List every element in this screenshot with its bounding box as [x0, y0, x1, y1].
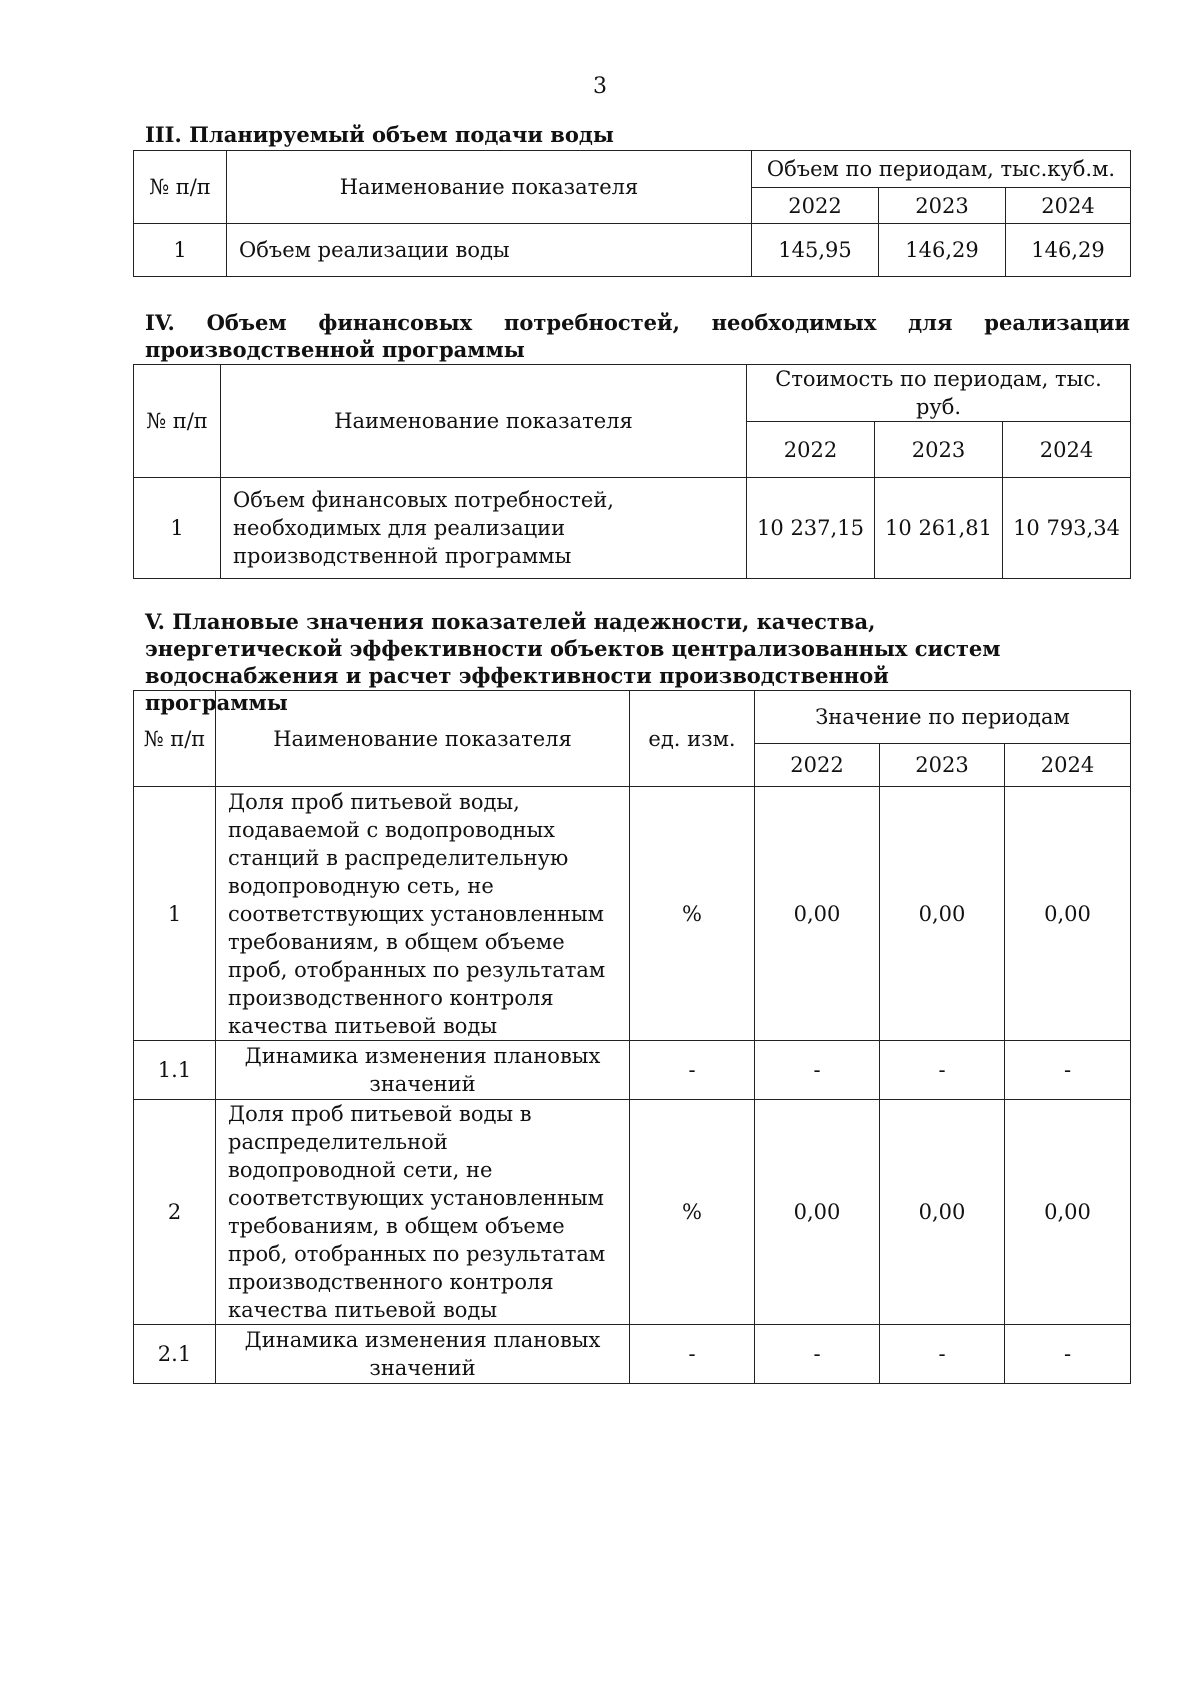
page-number: 3: [593, 74, 607, 99]
row-value: 0,00: [755, 1100, 880, 1325]
header-name: Наименование показателя: [216, 691, 630, 787]
row-name: Динамика изменения плановых значений: [216, 1325, 630, 1384]
performance-indicators-table: [133, 690, 1131, 1384]
header-num: № п/п: [134, 365, 221, 478]
row-unit: %: [630, 787, 755, 1041]
row-value: 145,95: [752, 224, 879, 277]
header-year: 2024: [1006, 188, 1131, 224]
table-row: [134, 787, 1131, 1041]
row-unit: %: [630, 1100, 755, 1325]
row-value: 0,00: [1005, 1100, 1131, 1325]
financial-needs-table: [133, 364, 1131, 579]
section-5-title: V. Плановые значения показателей надежности, качества, энергетической эффективности объектов централизованных систем водоснабжения и расчет эффективности производственной программы: [145, 609, 1001, 715]
row-value: 10 261,81: [875, 478, 1003, 579]
header-name: Наименование показателя: [221, 365, 747, 478]
row-num: 2: [134, 1100, 216, 1325]
row-num: 1: [134, 787, 216, 1041]
header-year: 2023: [879, 188, 1006, 224]
water-volume-table: [133, 150, 1131, 277]
section-4-title: IV. Объем финансовых потребностей, необходимых для реализации производственной программы: [145, 310, 1130, 362]
table-row: [134, 478, 1131, 579]
header-year: 2022: [752, 188, 879, 224]
row-name: Доля проб питьевой воды, подаваемой с водопроводных станций в распределительную водопроводную сеть, не соответствующих установленным требованиям, в общем объеме проб, отобранных по результатам производственного контроля качества питьевой воды: [216, 787, 630, 1041]
row-unit: -: [630, 1325, 755, 1384]
row-num: 2.1: [134, 1325, 216, 1384]
table-row: [134, 1041, 1131, 1100]
row-name: Объем финансовых потребностей, необходимых для реализации производственной программы: [221, 478, 747, 579]
row-value: -: [1005, 1041, 1131, 1100]
row-value: 0,00: [880, 787, 1005, 1041]
table-row: [134, 224, 1131, 277]
header-unit: ед. изм.: [630, 691, 755, 787]
row-value: -: [880, 1325, 1005, 1384]
header-period-group: Объем по периодам, тыс.куб.м.: [752, 151, 1131, 188]
row-value: 0,00: [1005, 787, 1131, 1041]
table-row: [134, 1325, 1131, 1384]
header-year: 2022: [755, 744, 880, 787]
row-name: Доля проб питьевой воды в распределительной водопроводной сети, не соответствующих установленным требованиям, в общем объеме проб, отобранных по результатам производственного контроля качества питьевой воды: [216, 1100, 630, 1325]
row-value: 146,29: [1006, 224, 1131, 277]
header-period-group: Значение по периодам: [755, 691, 1131, 744]
row-value: 10 793,34: [1003, 478, 1131, 579]
header-year: 2023: [875, 422, 1003, 478]
table-row: [134, 1100, 1131, 1325]
row-value: 0,00: [880, 1100, 1005, 1325]
row-num: 1.1: [134, 1041, 216, 1100]
row-value: -: [755, 1325, 880, 1384]
row-value: -: [880, 1041, 1005, 1100]
row-value: -: [1005, 1325, 1131, 1384]
row-value: 10 237,15: [747, 478, 875, 579]
row-value: -: [755, 1041, 880, 1100]
header-num: № п/п: [134, 691, 216, 787]
row-value: 146,29: [879, 224, 1006, 277]
row-name: Динамика изменения плановых значений: [216, 1041, 630, 1100]
header-period-group: Стоимость по периодам, тыс. руб.: [747, 365, 1131, 422]
header-year: 2024: [1003, 422, 1131, 478]
row-name: Объем реализации воды: [227, 224, 752, 277]
header-year: 2022: [747, 422, 875, 478]
header-year: 2024: [1005, 744, 1131, 787]
row-num: 1: [134, 224, 227, 277]
row-value: 0,00: [755, 787, 880, 1041]
row-num: 1: [134, 478, 221, 579]
header-name: Наименование показателя: [227, 151, 752, 224]
section-3-title: III. Планируемый объем подачи воды: [145, 122, 614, 147]
row-unit: -: [630, 1041, 755, 1100]
header-num: № п/п: [134, 151, 227, 224]
header-year: 2023: [880, 744, 1005, 787]
